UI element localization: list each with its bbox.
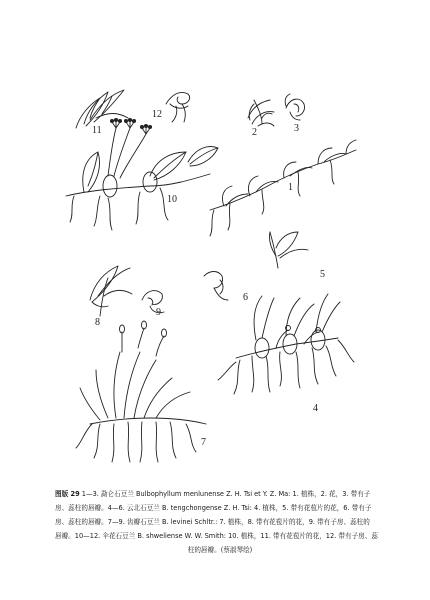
figure-12-label: 12: [152, 109, 162, 120]
caption-line-3: 房、蕊柱的唇瓣。7—9. 齿瓣石豆兰 B. levinei Schltr.: 7. 植株，8. 带有花苞片的花，9. 带有子房、蕊柱的: [55, 518, 370, 526]
figure-6-lip-drawing: [204, 272, 228, 301]
caption-line: [55, 490, 370, 498]
figure-3-label: 3: [294, 123, 299, 134]
figure-4-plant-drawing: [218, 294, 354, 394]
figure-6-label: 6: [243, 292, 248, 303]
caption-line-5: 柱的唇瓣。(蔡淑琴绘): [187, 546, 253, 554]
figure-4-label: 4: [313, 403, 318, 414]
plate-label: 图版 29: [55, 490, 80, 498]
figure-9-label: 9: [156, 307, 161, 318]
figure-5-label: 5: [320, 269, 325, 280]
figure-10-label: 10: [167, 194, 177, 205]
figure-7-plant-drawing: [76, 321, 206, 462]
figure-5-flower-drawing: [269, 232, 308, 268]
figure-2-flower-drawing: [248, 100, 274, 126]
figure-11-label: 11: [92, 125, 102, 136]
caption-line-2: 房、蕊柱的唇瓣。4—6. 云北石豆兰 B. tengchongense Z. H. Tsi: 4. 植株，5. 带有花苞片的花，6. 带有子: [55, 504, 372, 512]
figure-8-label: 8: [95, 317, 100, 328]
caption-line-4: 唇瓣。10—12. 伞花石豆兰 B. shweliense W. W. Smith: 10. 植株，11. 带有花苞片的花，12. 带有子房、蕊: [55, 532, 378, 540]
figure-2-label: 2: [252, 127, 257, 138]
figure-12-lip-drawing: [166, 92, 190, 122]
figure-7-label: 7: [201, 437, 206, 448]
caption-line-1: 1—3. 勐仑石豆兰 Bulbophyllum menlunense Z. H. Tsi et Y. Z. Ma: 1. 植株，2. 花，3. 带有子: [81, 490, 371, 498]
plate-caption: [55, 487, 385, 557]
figure-1-label: 1: [288, 182, 293, 193]
figure-1-plant-drawing: [210, 140, 356, 236]
figure-3-lip-drawing: [285, 94, 304, 120]
figure-10-plant-drawing: [66, 118, 218, 230]
figure-8-flower-drawing: [90, 266, 132, 316]
